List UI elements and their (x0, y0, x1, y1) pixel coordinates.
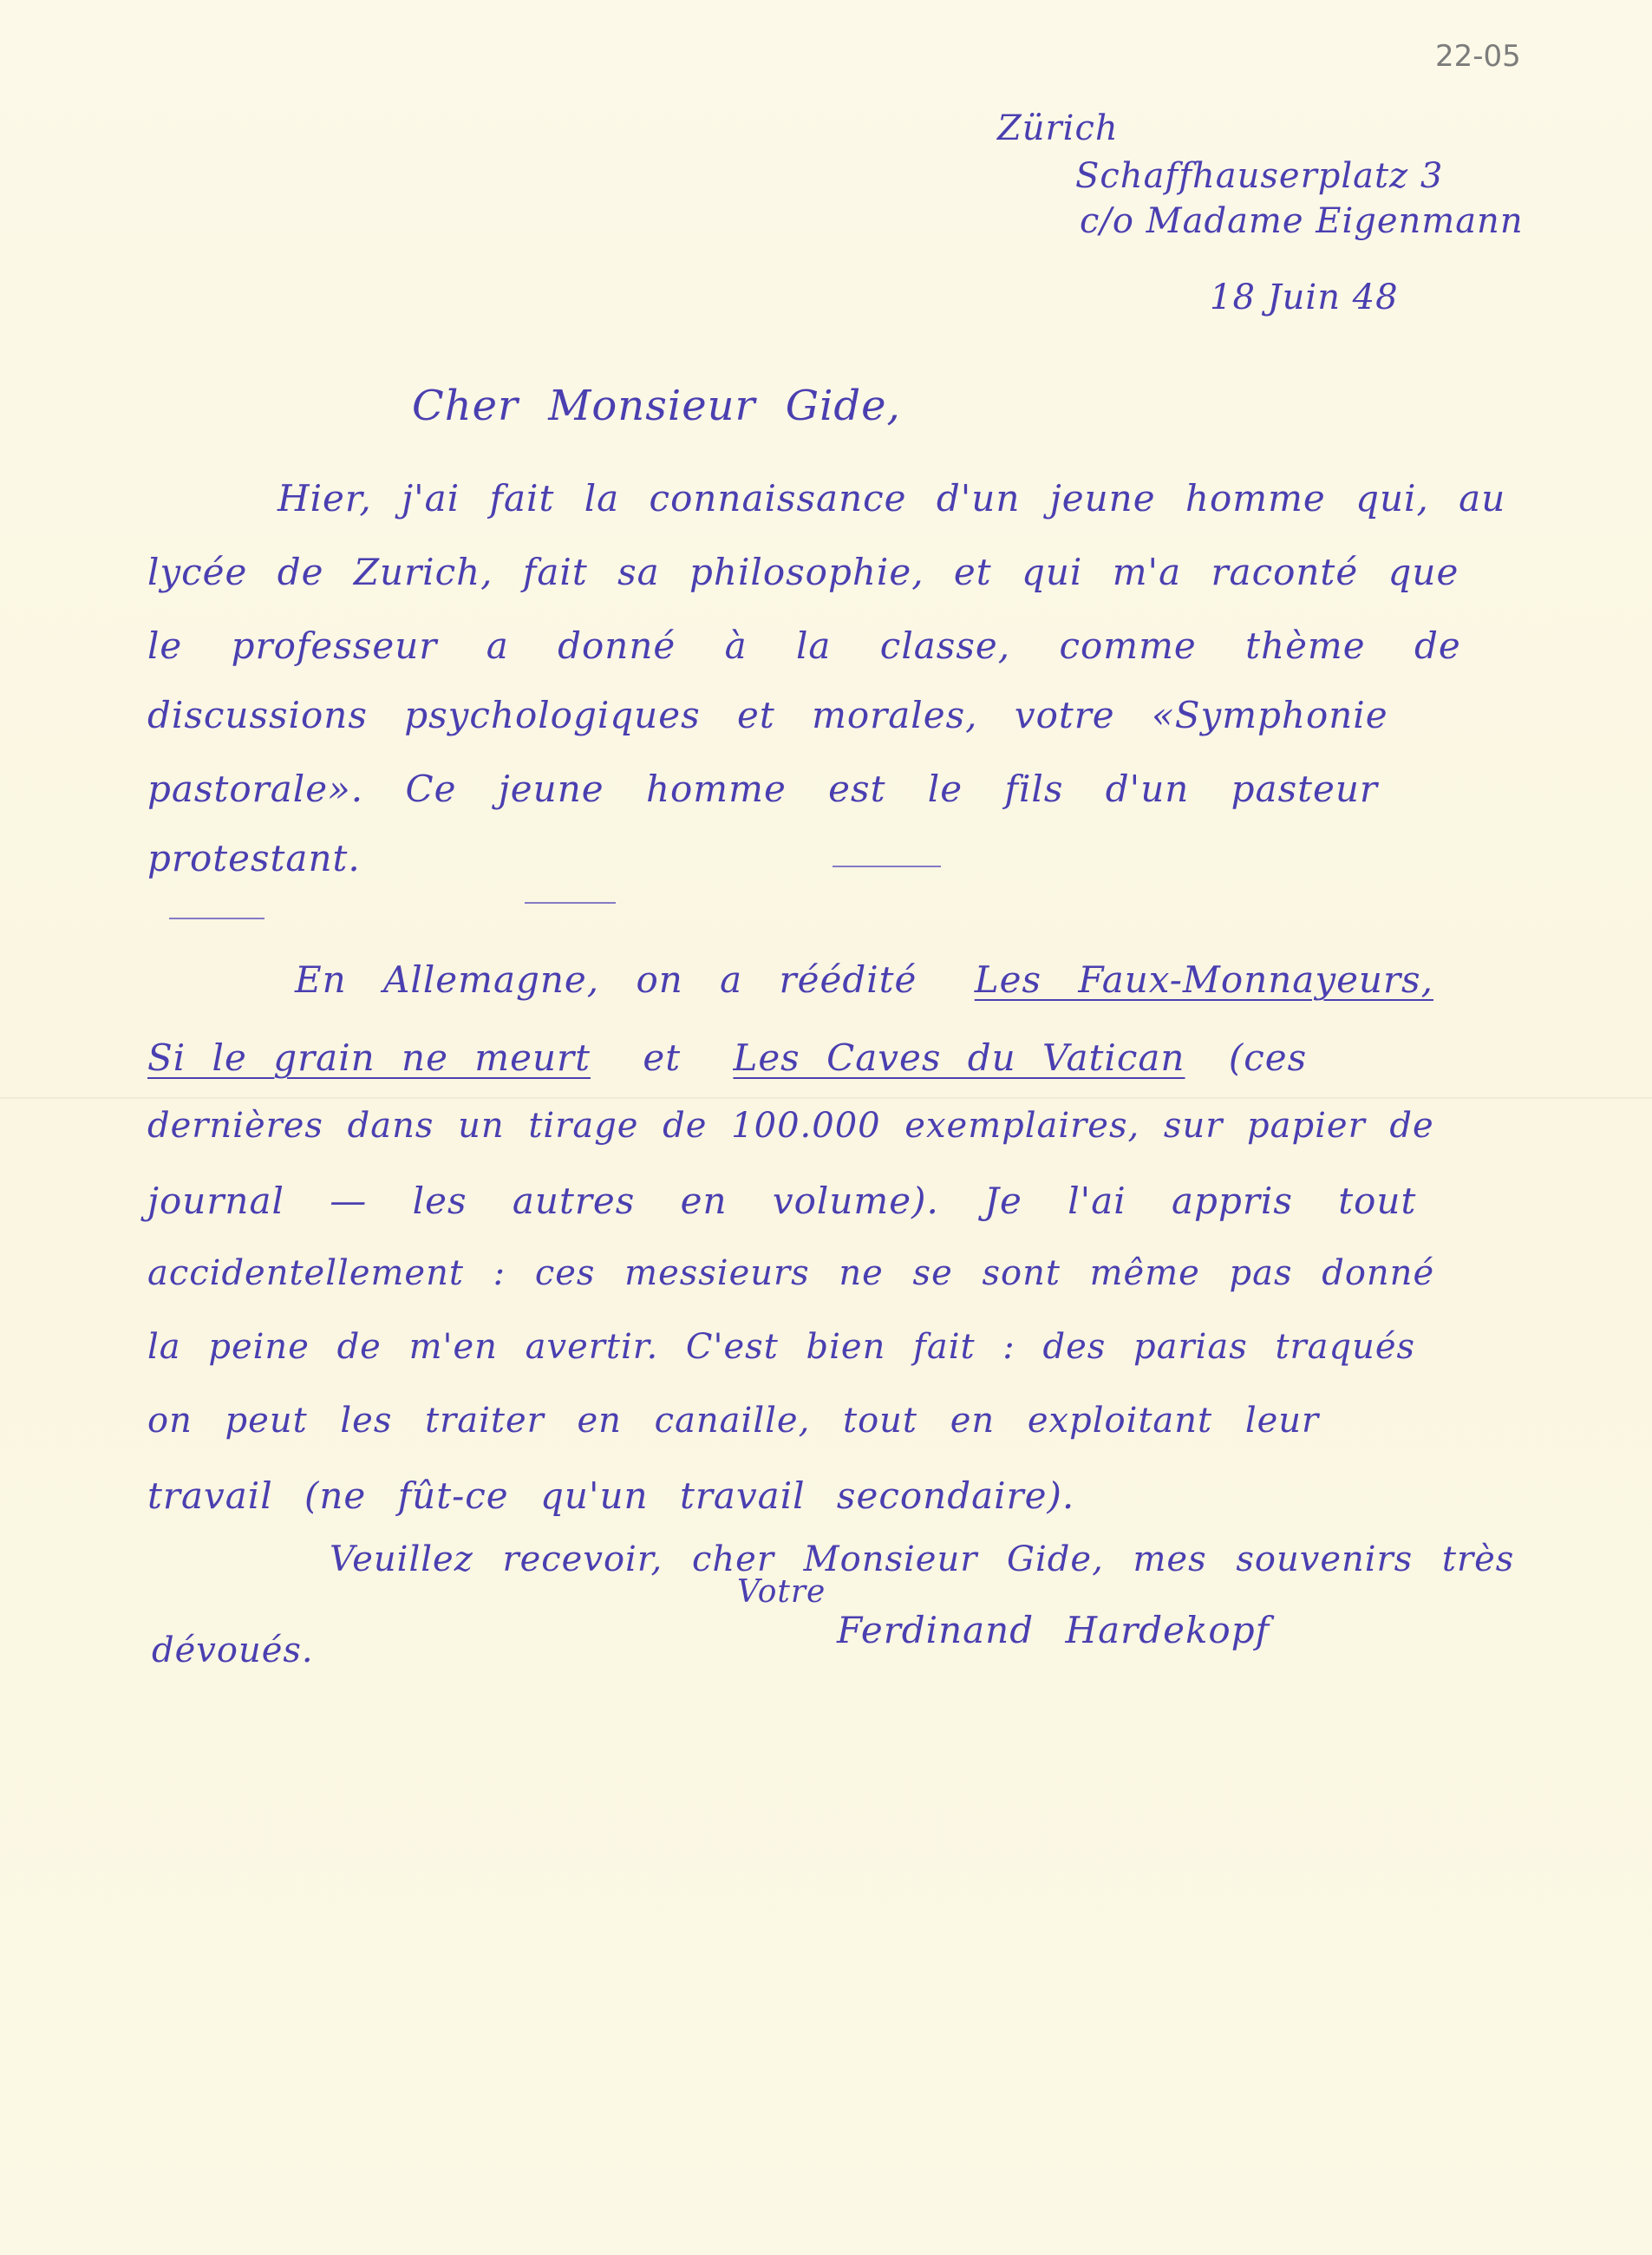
closing-line: Veuillez recevoir, cher Monsieur Gide, mes souvenirs très (330, 1539, 1515, 1579)
separator-rule (169, 918, 264, 919)
paragraph-line: pastorale». Ce jeune homme est le fils d'un pasteur (147, 768, 1378, 810)
paragraph-line: lycée de Zurich, fait sa philosophie, et qui m'a raconté que (147, 551, 1459, 593)
paragraph-line: la peine de m'en avertir. C'est bien fait : des parias traqués (147, 1327, 1416, 1367)
paragraph-text: En Allemagne, on a réédité (295, 958, 917, 1001)
paragraph-line: protestant. (147, 837, 361, 879)
archive-reference: 22-05 (1435, 39, 1521, 74)
letter-date: 18 Juin 48 (1210, 278, 1399, 317)
separator-rule (833, 866, 941, 867)
book-title-caves-du-vatican: Les Caves du Vatican (733, 1036, 1185, 1079)
signature: Ferdinand Hardekopf (837, 1609, 1270, 1651)
paragraph-line: journal — les autres en volume). Je l'ai appris tout (147, 1180, 1417, 1222)
closing-line: dévoués. (152, 1631, 314, 1670)
paragraph-line: on peut les traiter en canaille, tout en exploitant leur (147, 1401, 1320, 1441)
book-title-si-le-grain: Si le grain ne meurt (147, 1036, 591, 1079)
salutation: Cher Monsieur Gide, (412, 382, 901, 430)
paragraph-line: Hier, j'ai fait la connaissance d'un jeune homme qui, au (278, 477, 1506, 520)
paragraph-line: le professeur a donné à la classe, comme thème de (147, 624, 1461, 667)
book-title-faux-monnayeurs: Les Faux-Monnayeurs, (974, 958, 1433, 1001)
closing-votre: Votre (737, 1574, 826, 1610)
paragraph-line: accidentellement : ces messieurs ne se sont même pas donné (147, 1253, 1435, 1293)
paragraph-line: discussions psychologiques et morales, votre «Symphonie (147, 694, 1388, 736)
paper-fold (0, 1097, 1652, 1099)
paragraph-line (295, 958, 1433, 1001)
paragraph-line: travail (ne fût-ce qu'un travail secondaire). (147, 1474, 1075, 1517)
address-city: Zürich (997, 108, 1119, 148)
paragraph-text: et (643, 1036, 682, 1079)
address-street: Schaffhauserplatz 3 (1075, 156, 1444, 196)
paragraph-line (147, 1036, 1307, 1079)
separator-rule (525, 902, 616, 904)
address-care-of: c/o Madame Eigenmann (1080, 201, 1524, 241)
paragraph-text: (ces (1228, 1036, 1308, 1079)
paragraph-line: dernières dans un tirage de 100.000 exemplaires, sur papier de (147, 1106, 1434, 1146)
